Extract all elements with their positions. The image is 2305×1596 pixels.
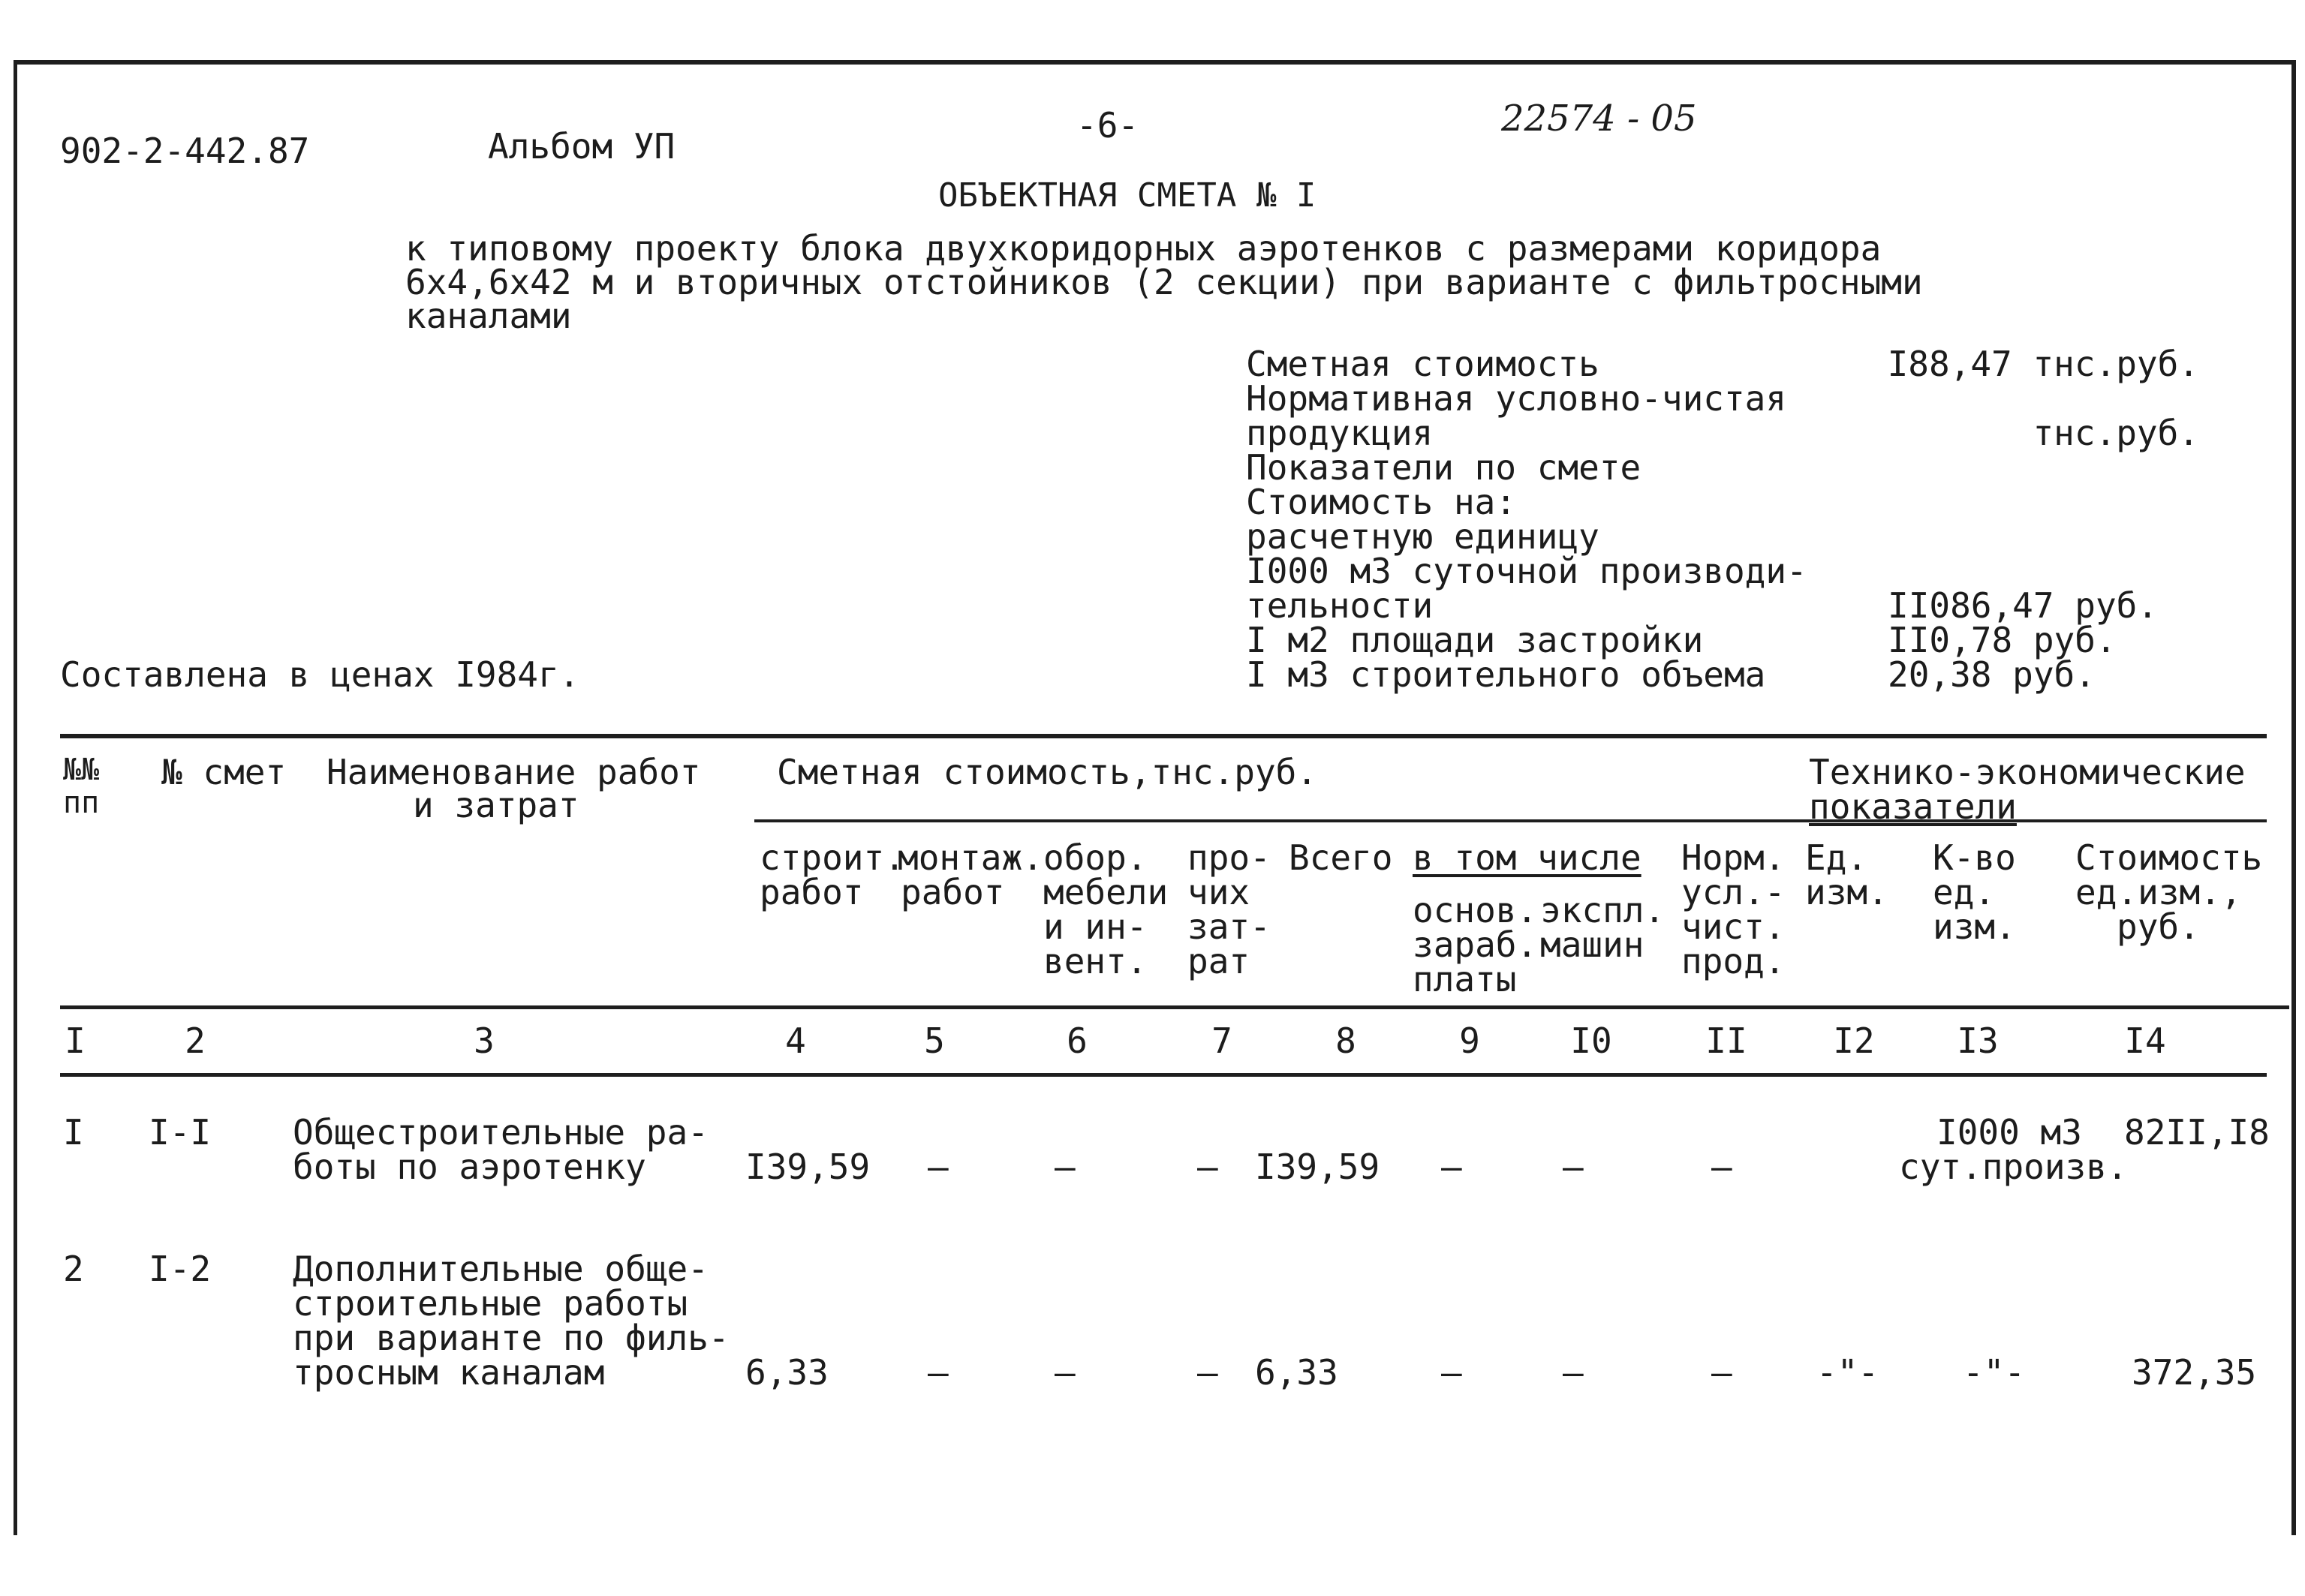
summary-label: I м3 строительного объема <box>1246 654 1766 695</box>
header-normative: усл.- <box>1681 872 1786 912</box>
row-other-cost: – <box>1197 1147 1218 1187</box>
row-construction-cost: 6,33 <box>745 1352 829 1393</box>
row-equipment-cost: – <box>1055 1352 1076 1393</box>
header-installation: монтаж. <box>898 837 1043 878</box>
prices-note: Составлена в ценах I984г. <box>60 654 580 695</box>
header-equipment: и ин- <box>1043 906 1148 947</box>
header-basic-wages: основ. <box>1413 890 1538 930</box>
header-work-name: и затрат <box>413 785 579 825</box>
column-number: II <box>1705 1020 1747 1061</box>
row-installation-cost: – <box>928 1352 949 1393</box>
subject-line: 6х4,6х42 м и вторичных отстойников (2 секции) при варианте с фильтросными <box>405 262 1923 302</box>
row-quantity: -"- <box>1963 1352 2026 1393</box>
row-number: I <box>63 1112 84 1153</box>
summary-value: I88,47 тнс.руб. <box>1887 344 2199 384</box>
summary-value: 20,38 руб. <box>1888 654 2096 695</box>
column-number: 3 <box>474 1020 495 1061</box>
header-estimate-no: № смет <box>161 752 287 792</box>
column-number: 8 <box>1335 1020 1356 1061</box>
summary-value: II086,47 руб. <box>1888 585 2159 626</box>
header-quantity: ед. <box>1933 872 1996 912</box>
summary-label: продукция <box>1246 413 1434 453</box>
row-total-cost: 6,33 <box>1255 1352 1338 1393</box>
table-top-rule <box>60 734 2267 738</box>
header-other: зат- <box>1187 906 1271 947</box>
row-construction-cost: I39,59 <box>745 1147 871 1187</box>
row-number: 2 <box>63 1249 84 1289</box>
row-work-name: тросным каналам <box>293 1352 605 1393</box>
summary-label: расчетную единицу <box>1246 516 1599 557</box>
row-quantity: сут.произв. <box>1899 1147 2128 1187</box>
column-number: 5 <box>924 1020 945 1061</box>
column-number: I <box>65 1020 86 1061</box>
header-equipment: вент. <box>1043 941 1148 981</box>
header-construction: строит. <box>760 837 905 878</box>
header-basic-wages: платы <box>1413 959 1517 999</box>
summary-label: Стоимость на: <box>1246 482 1517 522</box>
row-unit-cost: 372,35 <box>2132 1352 2257 1393</box>
header-other: рат <box>1187 941 1250 981</box>
header-cost-group: Сметная стоимость,тнс.руб. <box>777 752 1318 792</box>
row-machine-operation: – <box>1563 1352 1584 1393</box>
header-work-name: Наименование работ <box>326 752 701 792</box>
row-unit-cost: 82II,I8 <box>2124 1112 2270 1153</box>
header-machine-operation: машин <box>1540 924 1644 965</box>
summary-value: II0,78 руб. <box>1888 620 2117 660</box>
header-num: №№ <box>63 753 100 787</box>
header-machine-operation: экспл. <box>1540 890 1666 930</box>
summary-label: Сметная стоимость <box>1246 344 1599 384</box>
row-normative-output: – <box>1711 1147 1732 1187</box>
column-number: 2 <box>185 1020 206 1061</box>
row-basic-wages: – <box>1441 1147 1462 1187</box>
column-number: I2 <box>1833 1020 1875 1061</box>
document-code: 902-2-442.87 <box>60 131 310 171</box>
header-equipment: мебели <box>1043 872 1169 912</box>
row-machine-operation: – <box>1563 1147 1584 1187</box>
header-tech-group: показатели <box>1809 786 2017 827</box>
row-equipment-cost: – <box>1055 1147 1076 1187</box>
header-basic-wages: зараб. <box>1413 924 1538 965</box>
row-estimate-number: I-I <box>149 1112 212 1153</box>
header-quantity: изм. <box>1933 906 2016 947</box>
header-unit-cost: Стоимость <box>2075 837 2263 878</box>
row-unit: -"- <box>1816 1352 1879 1393</box>
summary-label: тельности <box>1246 585 1434 626</box>
column-number: 9 <box>1459 1020 1480 1061</box>
header-normative: прод. <box>1681 941 1786 981</box>
header-unit: изм. <box>1805 872 1888 912</box>
header-quantity: К-во <box>1933 837 2016 878</box>
summary-label: I000 м3 суточной производи- <box>1246 551 1807 591</box>
header-normative: чист. <box>1681 906 1786 947</box>
subject-line: к типовому проекту блока двухкоридорных аэротенков с размерами коридора <box>405 228 1882 269</box>
header-normative: Норм. <box>1681 837 1786 878</box>
summary-value: тнс.руб. <box>2033 413 2199 453</box>
row-quantity: I000 м3 <box>1936 1112 2082 1153</box>
header-bottom-rule <box>60 1005 2289 1009</box>
header-num: пп <box>63 786 100 820</box>
handwritten-inventory-number: 22574 - 05 <box>1501 98 1697 140</box>
row-total-cost: I39,59 <box>1255 1147 1380 1187</box>
header-installation: работ <box>901 872 1005 912</box>
column-number: 7 <box>1211 1020 1232 1061</box>
summary-label: I м2 площади застройки <box>1246 620 1704 660</box>
row-other-cost: – <box>1197 1352 1218 1393</box>
row-normative-output: – <box>1711 1352 1732 1393</box>
header-unit-cost: ед.изм., <box>2075 872 2242 912</box>
row-estimate-number: I-2 <box>149 1249 212 1289</box>
header-unit: Ед. <box>1805 837 1868 878</box>
row-work-name: Общестроительные ра- <box>293 1112 709 1153</box>
column-number: I0 <box>1570 1020 1612 1061</box>
summary-label: Показатели по смете <box>1246 447 1641 488</box>
row-basic-wages: – <box>1441 1352 1462 1393</box>
column-number: 6 <box>1067 1020 1088 1061</box>
header-equipment: обор. <box>1043 837 1148 878</box>
row-work-name: при варианте по филь- <box>293 1318 730 1358</box>
header-other: про- <box>1187 837 1271 878</box>
column-numbers-rule <box>60 1073 2267 1077</box>
header-total: Всего <box>1289 837 1393 878</box>
row-work-name: Дополнительные обще- <box>293 1249 709 1289</box>
row-work-name: строительные работы <box>293 1283 688 1324</box>
column-number: 4 <box>785 1020 806 1061</box>
group-header-rule <box>754 819 2267 822</box>
row-installation-cost: – <box>928 1147 949 1187</box>
summary-label: Нормативная условно-чистая <box>1246 378 1787 419</box>
subject-line: каналами <box>405 296 572 336</box>
header-construction: работ <box>760 872 864 912</box>
album-label: Альбом УП <box>488 126 676 167</box>
column-number: I4 <box>2124 1020 2166 1061</box>
document-title: ОБЪЕКТНАЯ СМЕТА № I <box>938 176 1316 215</box>
row-work-name: боты по аэротенку <box>293 1147 646 1187</box>
header-tech-group: Технико-экономические <box>1809 752 2246 792</box>
column-number: I3 <box>1957 1020 1999 1061</box>
page-number: -6- <box>1076 105 1139 146</box>
header-unit-cost: руб. <box>2117 906 2200 947</box>
header-including: в том числе <box>1413 837 1641 878</box>
header-other: чих <box>1187 872 1250 912</box>
